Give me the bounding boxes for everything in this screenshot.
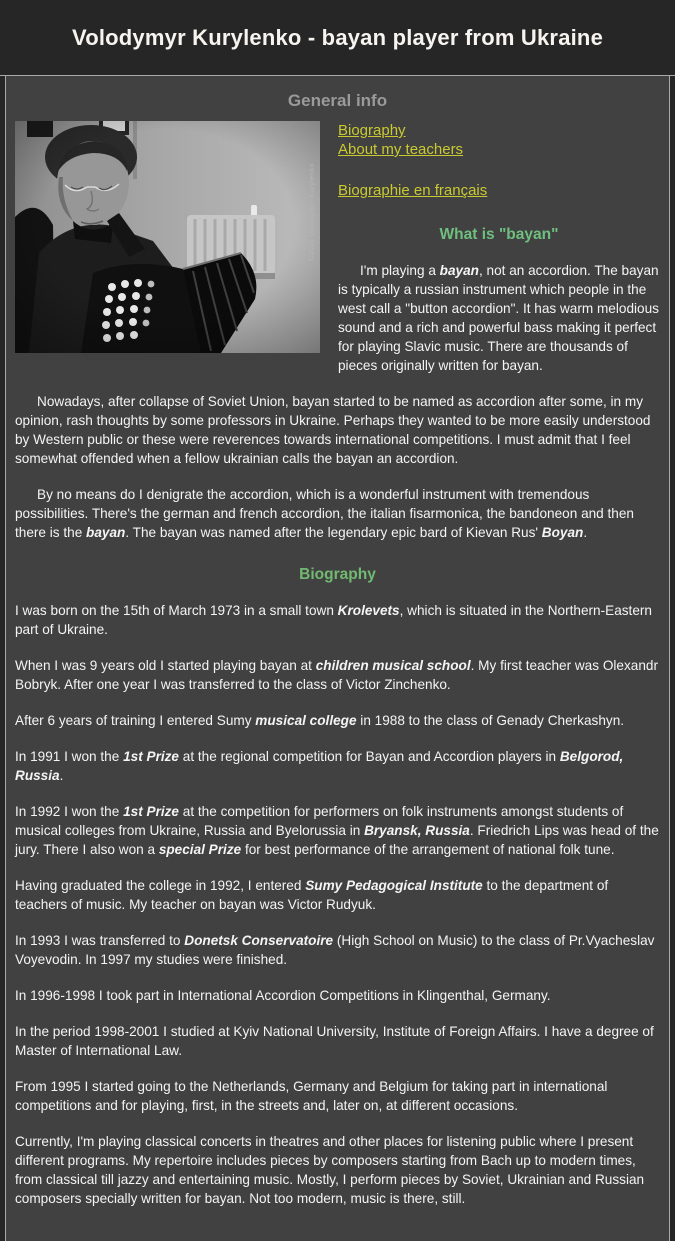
link-biography[interactable]: Biography: [338, 122, 406, 139]
photo-vignette: [15, 121, 320, 353]
paragraph-bio-5: In 1992 I won the 1st Prize at the competition for performers on folk instruments amongst students of musical colleges from Ukraine, Russia and Byelorussia in Bryansk, Russia. Friedrich Lips was head of the jury. There I also won a special Prize for best performance of the arrangement of national folk tune.: [15, 804, 659, 857]
link-biographie-en-francais[interactable]: Biographie en français: [338, 182, 488, 199]
general-info-heading: General info: [287, 91, 388, 110]
paragraph-bio-4: In 1991 I won the 1st Prize at the regional competition for Bayan and Accordion players in Belgorod, Russia.: [15, 749, 624, 783]
paragraph-bio-7: In 1993 I was transferred to Donetsk Conservatoire (High School on Music) to the class of Pr.Vyacheslav Voyevodin. In 1997 my studies were finished.: [15, 933, 655, 967]
paragraph-bio-10: From 1995 I started going to the Netherlands, Germany and Belgium for taking part in international competitions and for playing, first, in the streets and, later on, at different occasions.: [15, 1079, 608, 1113]
bayan-player-photo: [15, 121, 320, 353]
content-panel: [5, 76, 670, 1241]
paragraph-bio-3: After 6 years of training I entered Sumy musical college in 1988 to the class of Genady Cherkashyn.: [15, 713, 625, 728]
link-about-my-teachers[interactable]: About my teachers: [338, 141, 464, 158]
site-header: [0, 0, 675, 76]
biography-heading: Biography: [299, 566, 376, 583]
paragraph-bio-2: When I was 9 years old I started playing bayan at children musical school. My first teacher was Olexandr Bobryk. After one year I was transferred to the class of Victor Zinchenko.: [15, 658, 658, 692]
what-is-bayan-heading: What is "bayan": [439, 226, 559, 243]
paragraph-bio-1: I was born on the 15th of March 1973 in a small town Krolevets, which is situated in the Northern-Eastern part of Ukraine.: [15, 603, 652, 637]
page-title: Volodymyr Kurylenko - bayan player from Ukraine: [71, 24, 604, 50]
paragraph-bio-6: Having graduated the college in 1992, I entered Sumy Pedagogical Institute to the department of teachers of music. My teacher on bayan was Victor Rudyuk.: [15, 878, 609, 912]
content-wrap: [0, 76, 675, 1241]
paragraph-bio-11: Currently, I'm playing classical concerts in theatres and other places for listening public where I present different programs. My repertoire includes pieces by composers starting from Bach up to modern times, from classical till jazzy and entertaining music. Mostly, I perform pieces by Soviet, Ukrainian and Russian composers specially written for bayan. Not too modern, music is there, still.: [15, 1134, 645, 1206]
paragraph-bayan-3: By no means do I denigrate the accordion, which is a wonderful instrument with tremendous possibilities. There's the german and french accordion, the italian fisarmonica, the bandoneon and then there is the bayan. The bayan was named after the legendary epic bard of Kievan Rus' Boyan.: [15, 487, 634, 540]
photo-copyright: ©2011 Volodymyr Kurylenko: [309, 163, 316, 261]
paragraph-bayan-2: Nowadays, after collapse of Soviet Union, bayan started to be named as accordion after some, in my opinion, rash thoughts by some professors in Ukraine. Perhaps they wanted to be more easily understood by Western public or these were reverences towards international competitions. I must admit that I feel somewhat offended when a fellow ukrainian calls the bayan an accordion.: [15, 394, 651, 466]
paragraph-bio-9: In the period 1998-2001 I studied at Kyiv National University, Institute of Foreign Affairs. I have a degree of Master of International Law.: [15, 1024, 654, 1058]
paragraph-bio-8: In 1996-1998 I took part in International Accordion Competitions in Klingenthal, Germany.: [15, 988, 551, 1003]
paragraph-bayan-1: I'm playing a bayan, not an accordion. The bayan is typically a russian instrument which people in the west call a "button accordion". It has warm melodious sound and a rich and powerful bass making it perfect for playing Slavic music. There are thousands of pieces originally written for bayan.: [338, 263, 659, 373]
